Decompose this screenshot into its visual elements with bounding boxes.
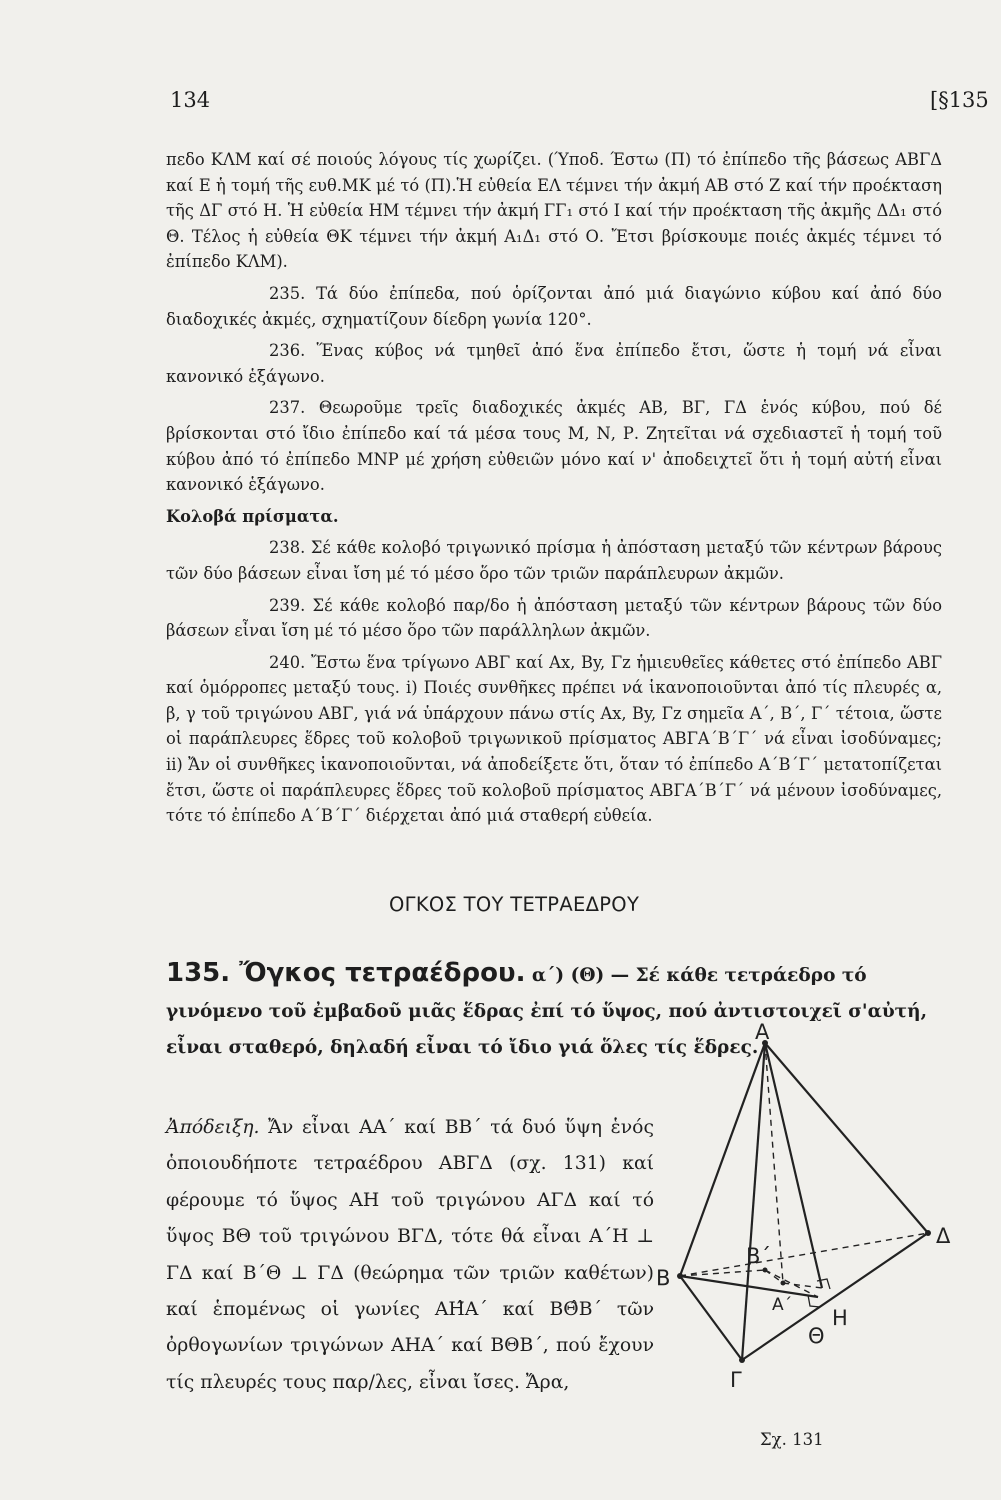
proof-label: Ἀπόδειξη. — [166, 1117, 260, 1138]
edge-AB — [680, 1043, 765, 1276]
proof-block — [166, 1110, 654, 1401]
edge-BD — [680, 1233, 928, 1276]
segment-BBp — [680, 1270, 765, 1276]
point-Bp — [763, 1268, 768, 1273]
section-title: ΟΓΚΟΣ ΤΟΥ ΤΕΤΡΑΕΔΡΟΥ — [389, 893, 640, 916]
tetrahedron-figure — [656, 1020, 960, 1415]
point-D — [925, 1230, 931, 1236]
label-D: Δ — [936, 1224, 951, 1248]
point-Ap — [781, 1281, 786, 1286]
exercise-239: 239. Σέ κάθε κολοβό παρ/δο ἡ ἀπόσταση μεταξύ τῶν κέντρων βάρους τῶν δύο βάσεων εἶναι ἴση μέ τό μέσο ὅρο τῶν παράλληλων ἀκμῶν. — [166, 595, 942, 641]
theorem-statement: α΄) (Θ) — Σέ κάθε τετράεδρο τό γινόμενο τοῦ ἐμβαδοῦ μιᾶς ἕδρας ἐπί τό ὕψος, πού ἀντιστοιχεῖ σ'αὐτή, εἶναι σταθερό, δηλαδή εἶναι τό ἴδιο γιά ὅλες τίς ἕδρες. — [166, 965, 928, 1058]
label-H: Η — [832, 1306, 848, 1330]
exercise-235: 235. Τά δύο ἐπίπεδα, πού ὁρίζονται ἀπό μιά διαγώνιο κύβου καί ἀπό δύο διαδοχικές ἀκμές, σχηματίζουν δίεδρη γωνία 120°. — [166, 283, 942, 329]
paragraph-234-continued: πεδο ΚΛΜ καί σέ ποιούς λόγους τίς χωρίζει. (Ύποδ. Έστω (Π) τό ἐπίπεδο τῆς βάσεως ΑΒΓΔ καί Ε ἡ τομή τῆς ευθ.ΜΚ μέ τό (Π).Ἡ εὐθεία ΕΛ τέμνει τήν ἀκμή ΑΒ στό Ζ καί τήν προέκταση τῆς ΔΓ στό Η. Ἡ εὐθεία ΗΜ τέμνει τήν ἀκμή ΓΓ₁ στό Ι καί τήν προέκταση τῆς ἀκμῆς ΔΔ₁ στό Θ. Τέλος ἡ εὐθεία ΘΚ τέμνει τήν ἀκμή Α₁Δ₁ στό Ο. Ἔτσι βρίσκουμε ποιές ἀκμές τέμνει τό ἐπίπεδο ΚΛΜ). — [166, 150, 942, 272]
exercise-240: 240. Ἔστω ἕνα τρίγωνο ΑΒΓ καί Αx, Βy, Γz ἡμιευθεῖες κάθετες στό ἐπίπεδο ΑΒΓ καί ὁμόρροπες μεταξύ τους. i) Ποιές συνθῆκες πρέπει νά ἱκανοποιοῦνται ἀπό τίς πλευρές α, β, γ τοῦ τριγώνου ΑΒΓ, γιά νά ὑπάρχουν πάνω στίς Αx, Βy, Γz σημεῖα Α΄, Β΄, Γ΄ τέτοια, ὥστε οἱ παράπλευρες ἕδρες τοῦ κολοβοῦ τριγωνικοῦ πρίσματος ΑΒΓΑ΄Β΄Γ΄ νά εἶναι ἰσοδύναμες; ii) Ἄν οἱ συνθῆκες ἱκανοποιοῦνται, νά ἀποδείξετε ὅτι, ὅταν τό ἐπίπεδο Α΄Β΄Γ΄ μετατοπίζεται ἔτσι, ὥστε οἱ παράπλευρες ἕδρες τοῦ κολοβοῦ πρίσματος ΑΒΓΑ΄Β΄Γ΄ νά μένουν ἰσοδύναμες, τότε τό ἐπίπεδο Α΄Β΄Γ΄ διέρχεται ἀπό μιά σταθερή εὐθεία. — [166, 652, 942, 826]
exercise-238: 238. Σέ κάθε κολοβό τριγωνικό πρίσμα ἡ ἀπόσταση μεταξύ τῶν κέντρων βάρους τῶν δύο βάσεων εἶναι ἴση μέ τό μέσο ὅρο τῶν τριῶν παράπλευρων ἀκμῶν. — [166, 538, 942, 583]
edge-AG — [742, 1043, 765, 1360]
figure-caption: Σχ. 131 — [760, 1430, 824, 1449]
edge-AD — [765, 1043, 928, 1233]
exercise-text — [166, 147, 942, 829]
point-B — [677, 1273, 683, 1279]
point-G — [739, 1357, 745, 1363]
label-TH: Θ — [808, 1324, 825, 1348]
section-reference: [§135 — [930, 88, 989, 112]
page-number: 134 — [170, 88, 211, 112]
label-A: Α — [755, 1020, 770, 1044]
proof-text: Ἄν εἶναι ΑΑ΄ καί ΒΒ΄ τά δυό ὕψη ἑνός ὁποιουδήποτε τετραέδρου ΑΒΓΔ (σχ. 131) καί φέρουμε τό ὕψος ΑΗ τοῦ τριγώνου ΑΓΔ καί τό ὕψος ΒΘ τοῦ τριγώνου ΒΓΔ, τότε θά εἶναι Α΄Η ⊥ ΓΔ καί Β΄Θ ⊥ ΓΔ (θεώρημα τῶν τριῶν καθέτων) καί ἑπομένως οἱ γωνίες ΑΗ̂Α΄ καί ΒΘ̂Β΄ τῶν ὀρθογωνίων τριγώνων ΑΗΑ΄ καί ΒΘΒ΄, πού ἔχουν τίς πλευρές τους παρ/λες, εἶναι ἴσες. Ἄρα, — [166, 1117, 654, 1393]
exercise-236: 236. Ἕνας κύβος νά τμηθεῖ ἀπό ἕνα ἐπίπεδο ἔτσι, ὥστε ἡ τομή νά εἶναι κανονικό ἑξάγωνο. — [166, 341, 942, 386]
label-B: Β — [656, 1266, 671, 1290]
segment-ApH — [783, 1283, 822, 1288]
edge-BG — [680, 1276, 742, 1360]
exercise-237: 237. Θεωροῦμε τρεῖς διαδοχικές ἀκμές ΑΒ, ΒΓ, ΓΔ ἑνός κύβου, πού δέ βρίσκονται στό ἴδιο ἐπίπεδο καί τά μέσα τους Μ, Ν, Ρ. Ζητεῖται νά σχεδιαστεῖ ἡ τομή τοῦ κύβου ἀπό τό ἐπίπεδο ΜΝΡ μέ χρήση εὐθειῶν μόνο καί ν' ἀποδειχτεῖ ὅτι ἡ τομή αὐτή εἶναι κανονικό ἑξάγωνο. — [166, 398, 942, 495]
theorem-heading: 135. Ὄγκος τετραέδρου. — [166, 958, 526, 988]
label-Bp: Β΄ — [746, 1244, 771, 1268]
label-G: Γ — [730, 1368, 742, 1392]
subheading-truncated-prisms: Κολοβά πρίσματα. — [166, 506, 339, 526]
segment-BpAp — [765, 1270, 783, 1283]
label-Ap: Α΄ — [772, 1295, 793, 1315]
